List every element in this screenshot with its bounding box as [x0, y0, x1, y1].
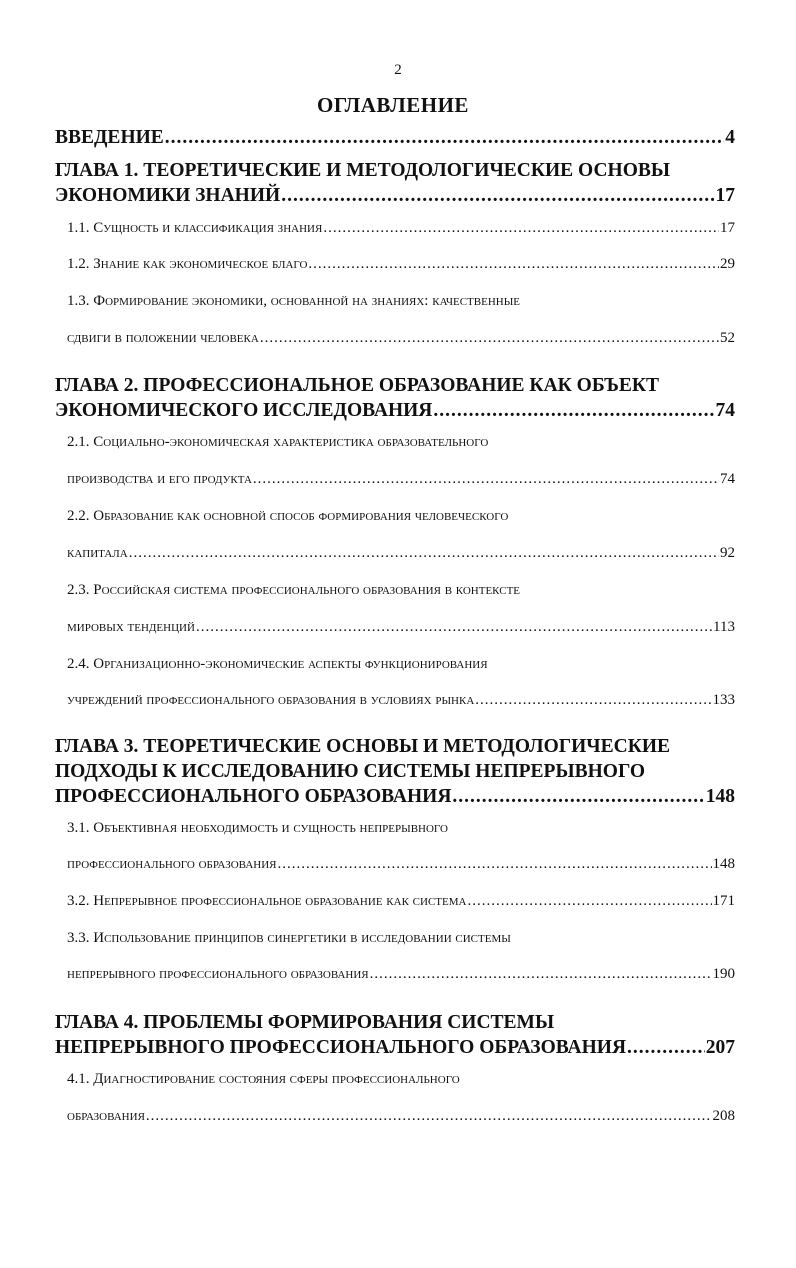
toc-page-number: 190	[712, 966, 735, 982]
toc-entry-2-4-line-1[interactable]: 2.4. Организационно-экономические аспекты функционирования	[67, 656, 488, 672]
toc-entry-1-1[interactable]	[67, 220, 735, 237]
toc-page-number: 113	[713, 619, 735, 635]
toc-page-number: 74	[715, 400, 735, 421]
toc-entry-3-3[interactable]	[67, 966, 735, 983]
dot-leader	[129, 545, 719, 562]
toc-entry-label: производства и его продукта	[67, 471, 252, 487]
toc-entry-label: профессионального образования	[67, 856, 277, 872]
dot-leader	[253, 471, 719, 488]
chapter-2-title-line-1[interactable]: ГЛАВА 2. ПРОФЕССИОНАЛЬНОЕ ОБРАЗОВАНИЕ КАК ОБЪЕКТ	[55, 375, 660, 396]
toc-entry-label: ЭКОНОМИЧЕСКОГО ИССЛЕДОВАНИЯ	[55, 400, 433, 421]
toc-entry-1-3-line-1[interactable]: 1.3. Формирование экономики, основанной на знаниях: качественные	[67, 293, 521, 309]
chapter-1-title-line-1[interactable]: ГЛАВА 1. ТЕОРЕТИЧЕСКИЕ И МЕТОДОЛОГИЧЕСКИЕ ОСНОВЫ	[55, 160, 671, 181]
toc-entry-3-3-line-1[interactable]: 3.3. Использование принципов синергетики в исследовании системы	[67, 930, 511, 946]
dot-leader	[433, 400, 714, 422]
dot-leader	[260, 330, 719, 347]
toc-entry-label: образования	[67, 1108, 145, 1124]
dot-leader	[281, 185, 714, 207]
toc-entry-label: 1.2. Знание как экономическое благо	[67, 256, 308, 272]
page-number: 2	[394, 62, 402, 78]
toc-entry-chapter-1[interactable]	[55, 185, 735, 207]
toc-page-number: 4	[725, 127, 735, 148]
dot-leader	[467, 893, 711, 910]
dot-leader	[452, 786, 704, 808]
toc-page-number: 17	[720, 220, 735, 236]
dot-leader	[627, 1037, 705, 1059]
toc-entry-2-3[interactable]	[67, 619, 735, 636]
dot-leader	[475, 692, 711, 709]
toc-entry-chapter-2[interactable]	[55, 400, 735, 422]
page-title: ОГЛАВЛЕНИЕ	[317, 93, 469, 117]
toc-entry-4-1-line-1[interactable]: 4.1. Диагностирование состояния сферы профессионального	[67, 1071, 460, 1087]
toc-entry-2-2-line-1[interactable]: 2.2. Образование как основной способ формирования человеческого	[67, 508, 509, 524]
toc-entry-1-3[interactable]	[67, 330, 735, 347]
toc-page-number: 208	[712, 1108, 735, 1124]
dot-leader	[196, 619, 712, 636]
toc-entry-label: сдвиги в положении человека	[67, 330, 259, 346]
toc-entry-label: непрерывного профессионального образования	[67, 966, 369, 982]
toc-entry-chapter-4[interactable]	[55, 1037, 735, 1059]
dot-leader	[277, 856, 711, 873]
toc-entry-introduction[interactable]	[55, 127, 735, 149]
toc-entry-2-3-line-1[interactable]: 2.3. Российская система профессионального образования в контексте	[67, 582, 521, 598]
toc-entry-2-2[interactable]	[67, 545, 735, 562]
toc-page-number: 148	[712, 856, 735, 872]
toc-page-number: 148	[705, 786, 735, 807]
dot-leader	[323, 220, 719, 237]
toc-entry-label: капитала	[67, 545, 128, 561]
toc-page-number: 207	[705, 1037, 735, 1058]
toc-page-number: 29	[720, 256, 735, 272]
toc-page-number: 133	[712, 692, 735, 708]
toc-entry-2-1-line-1[interactable]: 2.1. Социально-экономическая характеристика образовательного	[67, 434, 489, 450]
toc-entry-chapter-3[interactable]	[55, 786, 735, 808]
toc-page-number: 171	[712, 893, 735, 909]
toc-entry-1-2[interactable]	[67, 256, 735, 273]
toc-entry-label: 3.2. Непрерывное профессиональное образование как система	[67, 893, 467, 909]
toc-entry-2-1[interactable]	[67, 471, 735, 488]
toc-page-number: 52	[720, 330, 735, 346]
toc-entry-label: учреждений профессионального образования в условиях рынка	[67, 692, 475, 708]
toc-page-number: 92	[720, 545, 735, 561]
chapter-3-title-line-2[interactable]: ПОДХОДЫ К ИССЛЕДОВАНИЮ СИСТЕМЫ НЕПРЕРЫВНОГО	[55, 761, 646, 782]
toc-entry-3-1-line-1[interactable]: 3.1. Объективная необходимость и сущность непрерывного	[67, 820, 448, 836]
toc-page-number: 17	[715, 185, 735, 206]
toc-entry-label: мировых тенденций	[67, 619, 195, 635]
toc-entry-3-2[interactable]	[67, 893, 735, 910]
chapter-4-title-line-1[interactable]: ГЛАВА 4. ПРОБЛЕМЫ ФОРМИРОВАНИЯ СИСТЕМЫ	[55, 1012, 555, 1033]
toc-entry-label: НЕПРЕРЫВНОГО ПРОФЕССИОНАЛЬНОГО ОБРАЗОВАНИЯ	[55, 1037, 627, 1058]
chapter-3-title-line-1[interactable]: ГЛАВА 3. ТЕОРЕТИЧЕСКИЕ ОСНОВЫ И МЕТОДОЛОГИЧЕСКИЕ	[55, 736, 671, 757]
toc-entry-label: ВВЕДЕНИЕ	[55, 127, 164, 148]
toc-entry-label: ПРОФЕССИОНАЛЬНОГО ОБРАЗОВАНИЯ	[55, 786, 452, 807]
dot-leader	[146, 1108, 712, 1125]
toc-entry-label: 1.1. Сущность и классификация знания	[67, 220, 323, 236]
dot-leader	[370, 966, 712, 983]
dot-leader	[308, 256, 719, 273]
toc-entry-label: ЭКОНОМИКИ ЗНАНИЙ	[55, 185, 281, 206]
dot-leader	[165, 127, 724, 149]
toc-entry-3-1[interactable]	[67, 856, 735, 873]
toc-entry-2-4[interactable]	[67, 692, 735, 709]
toc-entry-4-1[interactable]	[67, 1108, 735, 1125]
toc-page-number: 74	[720, 471, 735, 487]
